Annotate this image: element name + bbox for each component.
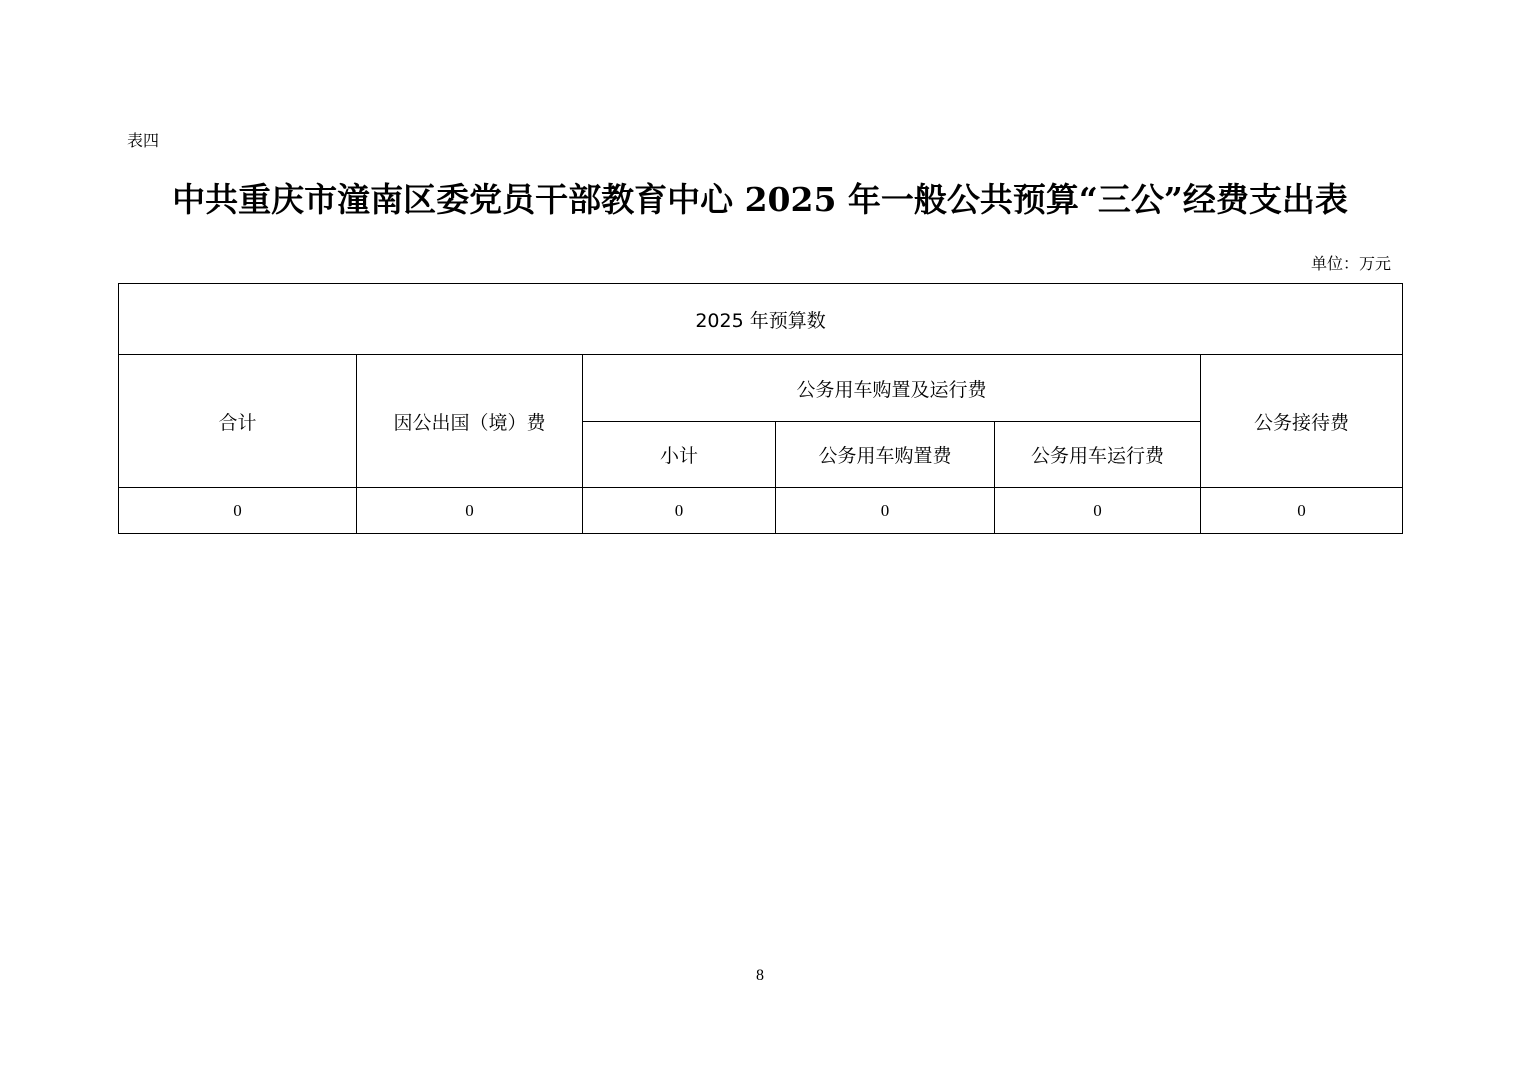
- page-title: 中共重庆市潼南区委党员干部教育中心 2025 年一般公共预算“三公”经费支出表: [172, 180, 1348, 219]
- cell-vehicle-operation: 0: [995, 488, 1201, 534]
- table-label: 表四: [127, 131, 160, 150]
- budget-table: [118, 283, 1403, 534]
- header-vehicle-group: 公务用车购置及运行费: [583, 355, 1201, 422]
- table-header-row: [119, 355, 1403, 422]
- header-vehicle-purchase: 公务用车购置费: [776, 422, 995, 488]
- table-group-header-row: [119, 284, 1403, 355]
- cell-overseas: 0: [357, 488, 583, 534]
- page-number: 8: [756, 967, 764, 984]
- table-row: [119, 488, 1403, 534]
- header-reception: 公务接待费: [1201, 355, 1403, 488]
- header-vehicle-subtotal: 小计: [583, 422, 776, 488]
- cell-vehicle-subtotal: 0: [583, 488, 776, 534]
- header-vehicle-operation: 公务用车运行费: [995, 422, 1201, 488]
- group-header-cell: 2025 年预算数: [119, 284, 1403, 355]
- unit-note: 单位：万元: [1310, 254, 1391, 273]
- cell-total: 0: [119, 488, 357, 534]
- header-total: 合计: [119, 355, 357, 488]
- cell-vehicle-purchase: 0: [776, 488, 995, 534]
- cell-reception: 0: [1201, 488, 1403, 534]
- header-overseas: 因公出国（境）费: [357, 355, 583, 488]
